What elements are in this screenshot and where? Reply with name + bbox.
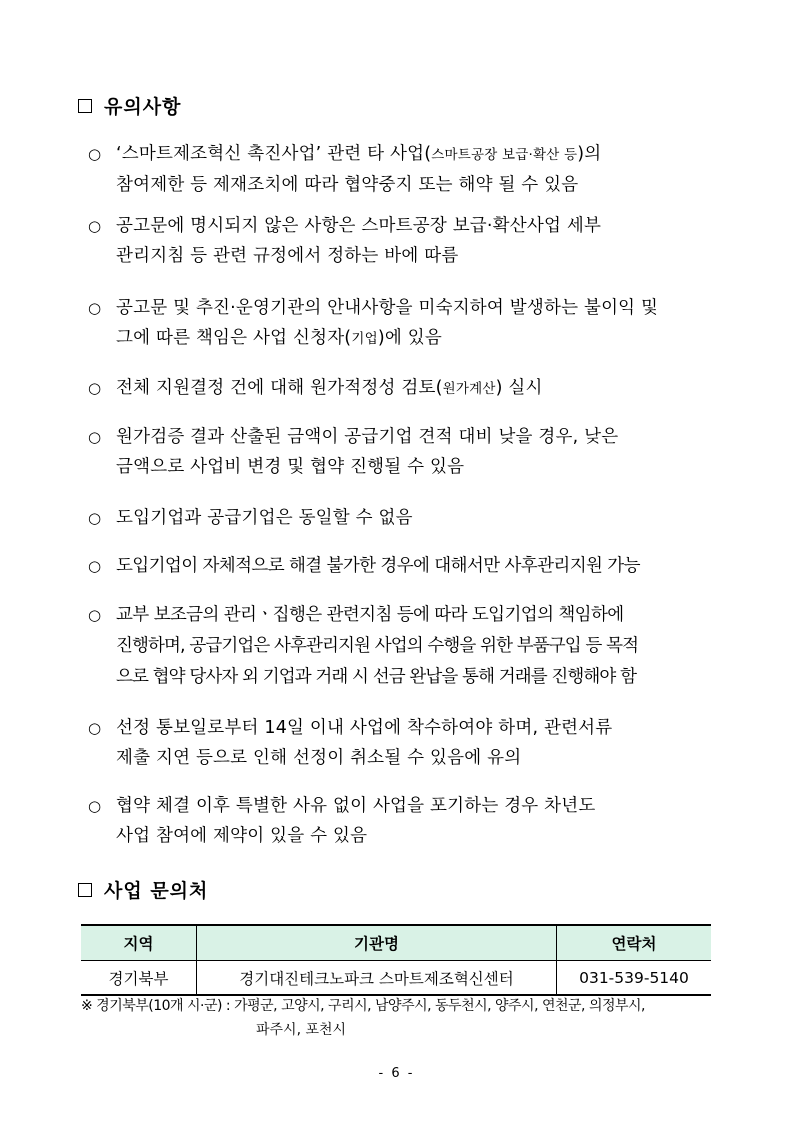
bullet-circle-icon: ○ bbox=[88, 379, 102, 397]
table-row bbox=[81, 961, 711, 996]
note-text: 참여제한 등 제재조치에 따라 협약중지 또는 해약 될 수 있음 bbox=[116, 175, 579, 195]
cell-phone: 031-539-5140 bbox=[557, 961, 712, 996]
note-item-3 bbox=[88, 293, 728, 354]
notes-section-title bbox=[78, 92, 181, 119]
note-text: 도입기업이 자체적으로 해결 불가한 경우에 대해서만 사후관리지원 가능 bbox=[116, 556, 640, 576]
note-item-5 bbox=[88, 422, 728, 482]
header-phone: 연락처 bbox=[557, 925, 712, 961]
note-text: 사업 참여에 제약이 있을 수 있음 bbox=[116, 826, 368, 846]
bullet-circle-icon: ○ bbox=[88, 797, 102, 815]
note-item-6 bbox=[88, 503, 728, 533]
header-organization: 기관명 bbox=[197, 925, 557, 961]
bullet-circle-icon: ○ bbox=[88, 428, 102, 446]
note-text: 도입기업과 공급기업은 동일할 수 없음 bbox=[116, 508, 413, 528]
bullet-circle-icon: ○ bbox=[88, 606, 102, 624]
cell-organization: 경기대진테크노파크 스마트제조혁신센터 bbox=[197, 961, 557, 996]
notes-title-text: 유의사항 bbox=[104, 96, 182, 118]
note-item-7 bbox=[88, 551, 728, 581]
table-header-row bbox=[81, 925, 711, 961]
note-item-2 bbox=[88, 211, 728, 271]
footnote-line-2: 파주시, 포천시 bbox=[256, 1022, 347, 1038]
note-text: 원가검증 결과 산출된 금액이 공급기업 견적 대비 낮을 경우, 낮은 bbox=[116, 427, 619, 447]
note-text: 으로 협약 당사자 외 기업과 거래 시 선금 완납을 통해 거래를 진행해야 함 bbox=[116, 667, 637, 687]
note-text-small: 기업 bbox=[351, 331, 378, 347]
page-number: - 6 - bbox=[378, 1066, 415, 1081]
checkbox-square-icon bbox=[78, 99, 92, 113]
contact-title-text: 사업 문의처 bbox=[104, 880, 209, 902]
region-footnote bbox=[81, 994, 731, 1042]
note-text: )에 있음 bbox=[377, 328, 442, 348]
note-text: 전체 지원결정 건에 대해 원가적정성 검토( bbox=[116, 378, 443, 398]
note-text: 제출 지연 등으로 인해 선정이 취소될 수 있음에 유의 bbox=[116, 748, 522, 768]
cell-region: 경기북부 bbox=[81, 961, 197, 996]
bullet-circle-icon: ○ bbox=[88, 719, 102, 737]
note-text: )의 bbox=[577, 144, 602, 164]
note-item-8 bbox=[88, 600, 728, 693]
note-item-9 bbox=[88, 713, 728, 773]
note-text: 교부 보조금의 관리ㆍ집행은 관련지침 등에 따라 도입기업의 책임하에 bbox=[116, 605, 624, 625]
note-text: 공고문에 명시되지 않은 사항은 스마트공장 보급·확산사업 세부 bbox=[116, 216, 602, 236]
header-region: 지역 bbox=[81, 925, 197, 961]
note-text: 관리지침 등 관련 규정에서 정하는 바에 따름 bbox=[116, 246, 459, 266]
contact-section-title bbox=[78, 876, 208, 903]
note-text: ‘스마트제조혁신 촉진사업’ 관련 타 사업( bbox=[116, 144, 432, 164]
footnote-line-1: ※ 경기북부(10개 시·군) : 가평군, 고양시, 구리시, 남양주시, 동두천시, 양주시, 연천군, 의정부시, bbox=[81, 998, 646, 1014]
note-text: 진행하며, 공급기업은 사후관리지원 사업의 수행을 위한 부품구입 등 목적 bbox=[116, 636, 639, 656]
note-text: 그에 따른 책임은 사업 신청자( bbox=[116, 328, 352, 348]
note-text: 금액으로 사업비 변경 및 협약 진행될 수 있음 bbox=[116, 457, 465, 477]
bullet-circle-icon: ○ bbox=[88, 145, 102, 163]
note-item-10 bbox=[88, 791, 728, 851]
bullet-circle-icon: ○ bbox=[88, 217, 102, 235]
note-text: 협약 체결 이후 특별한 사유 없이 사업을 포기하는 경우 차년도 bbox=[116, 796, 596, 816]
contact-table bbox=[81, 924, 711, 996]
note-text-small: 원가계산 bbox=[442, 381, 496, 397]
bullet-circle-icon: ○ bbox=[88, 557, 102, 575]
note-item-4 bbox=[88, 373, 728, 404]
note-text-small: 스마트공장 보급·확산 등 bbox=[431, 147, 578, 163]
checkbox-square-icon bbox=[78, 883, 92, 897]
note-text: 공고문 및 추진·운영기관의 안내사항을 미숙지하여 발생하는 불이익 및 bbox=[116, 298, 659, 318]
note-item-1 bbox=[88, 139, 728, 200]
note-text: ) 실시 bbox=[495, 378, 543, 398]
bullet-circle-icon: ○ bbox=[88, 509, 102, 527]
bullet-circle-icon: ○ bbox=[88, 299, 102, 317]
note-text: 선정 통보일로부터 14일 이내 사업에 착수하여야 하며, 관련서류 bbox=[116, 718, 613, 738]
